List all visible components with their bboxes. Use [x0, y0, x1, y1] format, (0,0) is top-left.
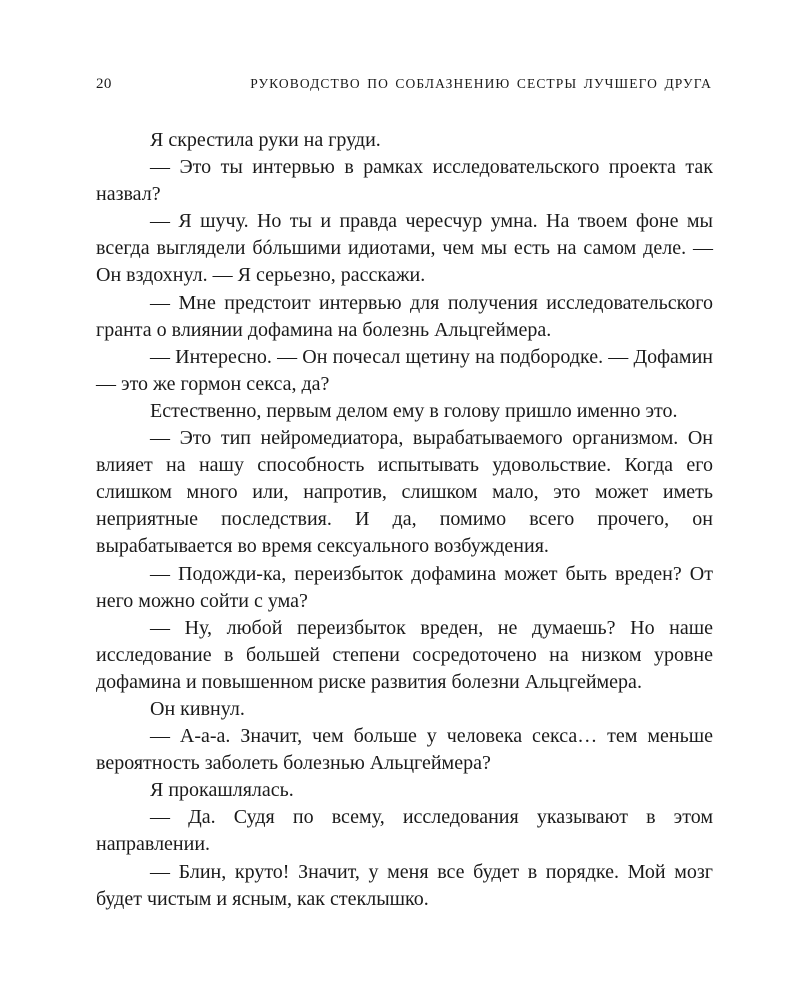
- paragraph: Я скрестила руки на груди.: [150, 129, 381, 151]
- paragraph: — Ну, любой переизбыток вреден, не думаешь? Но наше исследование в большей степени сосредоточено на низком уровне дофамина и повышенном риске развития болезни Альцгеймера.: [96, 616, 713, 693]
- paragraph: — Я шучу. Но ты и правда чересчур умна. На твоем фоне мы всегда выглядели бóльшими идиотами, чем мы есть на самом деле. — Он вздохнул. — Я серьезно, расскажи.: [96, 210, 713, 287]
- paragraph: — А-а-а. Значит, чем больше у человека секса… тем меньше вероятность заболеть болезнью Альцгеймера?: [96, 725, 713, 775]
- paragraph: — Интересно. — Он почесал щетину на подбородке. — Дофамин — это же гормон секса, да?: [96, 345, 713, 395]
- paragraph: — Это тип нейромедиатора, вырабатываемого организмом. Он влияет на нашу способность испытывать удовольствие. Когда его слишком много или, напротив, слишком мало, это может иметь неприятные последствия. И да, помимо всего прочего, он вырабатывается во время сексуального возбуждения.: [96, 427, 713, 558]
- running-title: РУКОВОДСТВО ПО СОБЛАЗНЕНИЮ СЕСТРЫ ЛУЧШЕГО ДРУГА: [250, 76, 712, 91]
- paragraph: — Мне предстоит интервью для получения исследовательского гранта о влиянии дофамина на болезнь Альцгеймера.: [96, 291, 713, 341]
- paragraph: Он кивнул.: [150, 697, 245, 720]
- paragraph: Естественно, первым делом ему в голову пришло именно это.: [150, 399, 678, 422]
- paragraph: — Блин, круто! Значит, у меня все будет в порядке. Мой мозг будет чистым и ясным, как стеклышко.: [96, 860, 713, 910]
- paragraph: Я прокашлялась.: [150, 779, 294, 802]
- page-header: [96, 76, 712, 98]
- body-text: [96, 127, 713, 913]
- paragraph: — Подожди-ка, переизбыток дофамина может быть вреден? От него можно сойти с ума?: [96, 562, 713, 612]
- page-number: 20: [96, 76, 112, 92]
- paragraph: — Это ты интервью в рамках исследовательского проекта так назвал?: [96, 156, 713, 206]
- paragraph: — Да. Судя по всему, исследования указывают в этом направлении.: [96, 806, 713, 856]
